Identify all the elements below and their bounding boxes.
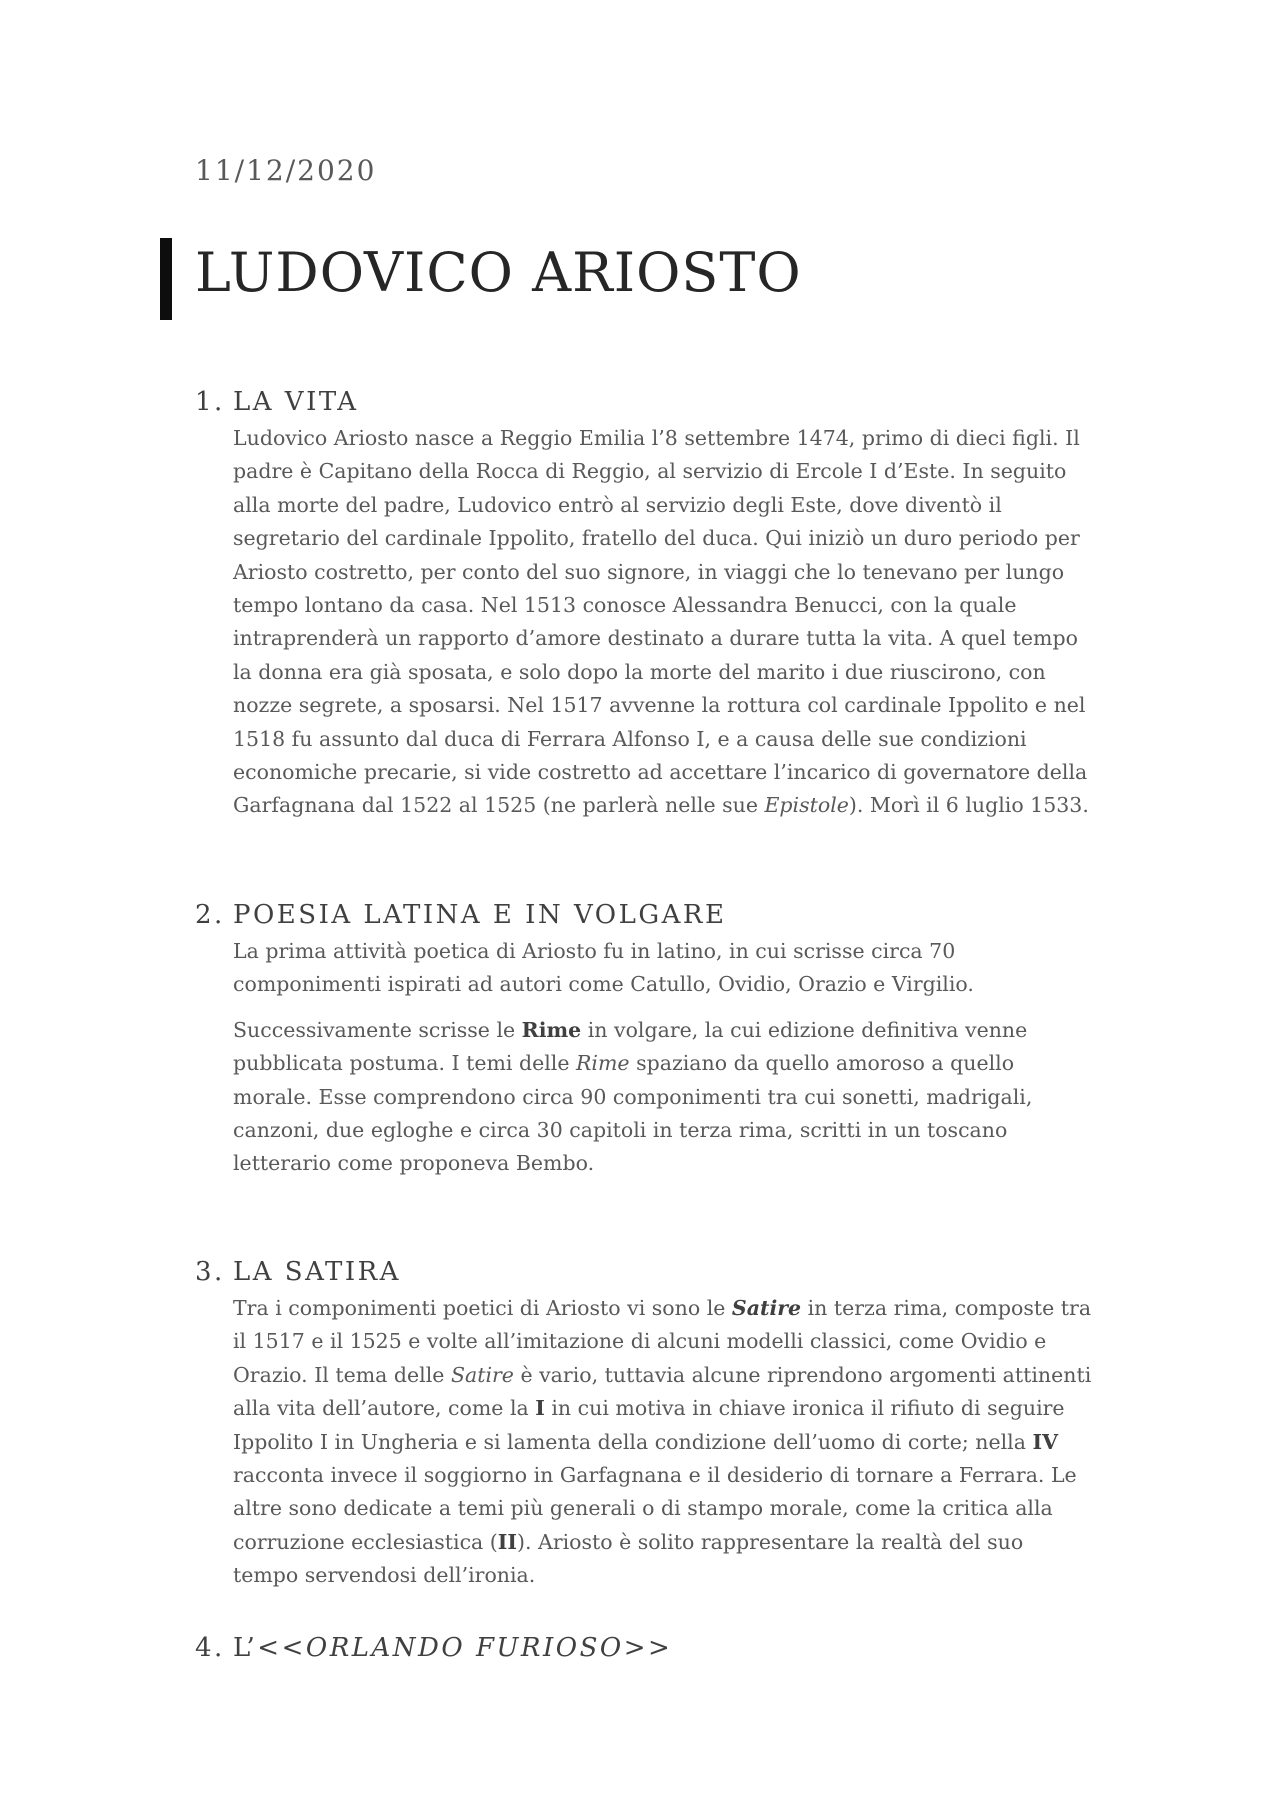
section-paragraph: La prima attività poetica di Ariosto fu in latino, in cui scrisse circa 70 componimenti ispirati ad autori come Catullo, Ovidio, Orazio e Virgilio. (233, 939, 974, 997)
section-title: POESIA LATINA E IN VOLGARE (233, 900, 727, 930)
section-poesia-latina (195, 895, 1095, 1181)
emphasis-text: ORLANDO FURIOSO (305, 1633, 624, 1663)
document-title: LUDOVICO ARIOSTO (195, 241, 802, 304)
section-paragraph: Ludovico Ariosto nasce a Reggio Emilia l’8 settembre 1474, primo di dieci figli. Il padre è Capitano della Rocca di Reggio, al servizio di Ercole I d’Este. In seguito alla morte del padre, Ludovico entrò al servizio degli Este, dove diventò il segretario del cardinale Ippolito, fratello del duca. Qui iniziò un duro periodo per Ariosto costretto, per conto del suo signore, in viaggi che lo tenevano per lungo tempo lontano da casa. Nel 1513 conosce Alessandra Benucci, con la quale intraprenderà un rapporto d’amore destinato a durare tutta la vita. A quel tempo la donna era già sposata, e solo dopo la morte del marito i due riuscirono, con nozze segrete, a sposarsi. Nel 1517 avvenne la rottura col cardinale Ippolito e nel 1518 fu assunto dal duca di Ferrara Alfonso I, e a causa delle sue condizioni economiche precarie, si vide costretto ad accettare l’incarico di governatore della Garfagnana dal 1522 al 1525 (ne parlerà nelle sue Epistole). Morì il 6 luglio 1533. (233, 426, 1089, 818)
section-title: L’<<ORLANDO FURIOSO>> (233, 1633, 673, 1663)
section-number: 1. (195, 387, 225, 417)
section-orlando-furioso (195, 1628, 1095, 1668)
bold-text: Rime (521, 1017, 582, 1042)
bold-text (732, 1296, 801, 1320)
bold-text: I (535, 1396, 545, 1421)
title-accent-bar (160, 238, 172, 320)
section-la-satira (195, 1252, 1095, 1593)
section-number: 3. (195, 1257, 225, 1287)
bold-text: II (497, 1529, 517, 1554)
document-date: 11/12/2020 (195, 154, 377, 187)
section-paragraph: Successivamente scrisse le Rime in volgare, la cui edizione definitiva venne pubblicata postuma. I temi delle Rime spaziano da quello amoroso a quello morale. Esse comprendono circa 90 componimenti tra cui sonetti, madrigali, canzoni, due egloghe e circa 30 capitoli in terza rima, scritti in un toscano letterario come proponeva Bembo. (233, 1017, 1033, 1176)
section-title: LA SATIRA (233, 1257, 401, 1287)
section-heading (195, 1628, 1095, 1668)
section-la-vita (195, 382, 1095, 823)
section-number: 2. (195, 900, 225, 930)
emphasis-text: Epistole (764, 793, 849, 818)
bold-text: IV (1032, 1429, 1058, 1454)
section-heading (195, 895, 1095, 935)
section-title: LA VITA (233, 387, 359, 417)
emphasis-text: Rime (576, 1051, 630, 1076)
section-number: 4. (195, 1633, 225, 1663)
section-heading (195, 382, 1095, 422)
emphasis-text: Satire (731, 1296, 802, 1320)
section-heading (195, 1252, 1095, 1292)
section-paragraph: Tra i componimenti poetici di Ariosto vi sono le Satire in terza rima, composte tra il 1517 e il 1525 e volte all’imitazione di alcuni modelli classici, come Ovidio e Orazio. Il tema delle Satire è vario, tuttavia alcune riprendono argomenti attinenti alla vita dell’autore, come la I in cui motiva in chiave ironica il rifiuto di seguire Ippolito I in Ungheria e si lamenta della condizione dell’uomo di corte; nella IV racconta invece il soggiorno in Garfagnana e il desiderio di tornare a Ferrara. Le altre sono dedicate a temi più generali o di stampo morale, come la critica alla corruzione ecclesiastica (II). Ariosto è solito rappresentare la realtà del suo tempo servendosi dell’ironia. (233, 1296, 1092, 1588)
emphasis-text: Satire (450, 1362, 514, 1387)
